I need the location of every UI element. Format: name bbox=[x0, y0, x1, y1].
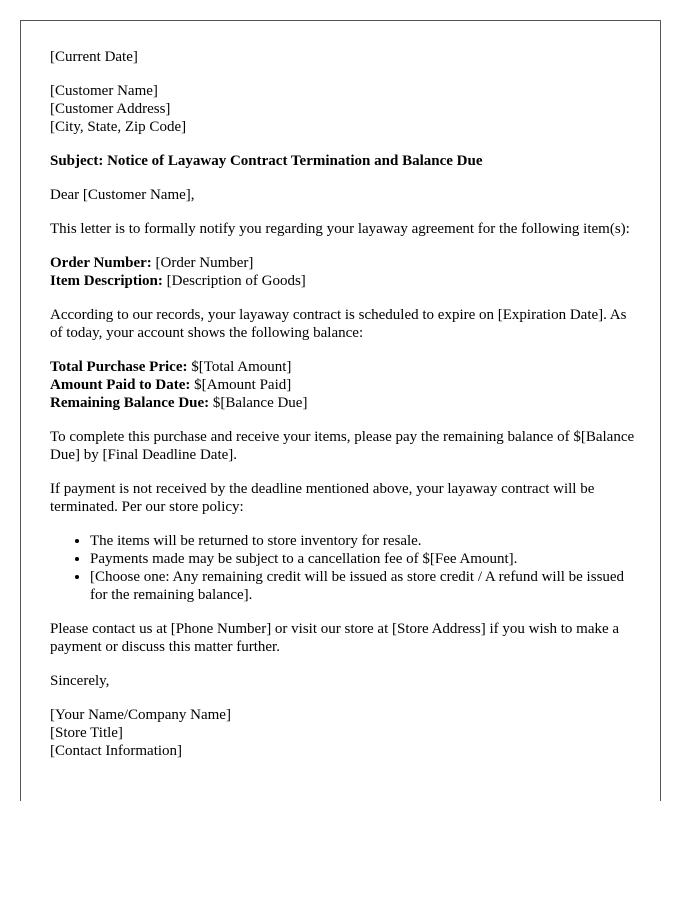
closing: Sincerely, bbox=[50, 673, 110, 689]
signature-title: [Store Title] bbox=[50, 725, 123, 741]
subject-line: Subject: Notice of Layaway Contract Termination and Balance Due bbox=[50, 153, 483, 169]
amount-paid-label: Amount Paid to Date: bbox=[50, 377, 191, 393]
letter-page bbox=[20, 20, 661, 801]
total-price-value: $[Total Amount] bbox=[187, 359, 292, 375]
recipient-block bbox=[50, 82, 638, 136]
customer-address: [Customer Address] bbox=[50, 101, 171, 117]
list-item: • [Choose one: Any remaining credit will be issued as store credit / A refund will be issued for the remaining balance]. bbox=[90, 568, 638, 604]
policy-list bbox=[50, 532, 638, 604]
warning-paragraph: If payment is not received by the deadline mentioned above, your layaway contract will be terminated. Per our store policy: bbox=[50, 481, 595, 515]
order-number-label: Order Number: bbox=[50, 255, 152, 271]
order-number-value: [Order Number] bbox=[151, 255, 254, 271]
order-details bbox=[50, 254, 638, 290]
date-line: [Current Date] bbox=[50, 49, 138, 65]
list-item: • The items will be returned to store inventory for resale. bbox=[90, 532, 638, 550]
signature-contact: [Contact Information] bbox=[50, 743, 183, 759]
item-description-label: Item Description: bbox=[50, 273, 163, 289]
salutation: Dear [Customer Name], bbox=[50, 187, 195, 203]
complete-paragraph: To complete this purchase and receive your items, please pay the remaining balance of $[Balance Due] by [Final Deadline Date]. bbox=[50, 429, 635, 463]
total-price-label: Total Purchase Price: bbox=[50, 359, 188, 375]
list-item: • Payments made may be subject to a cancellation fee of $[Fee Amount]. bbox=[90, 550, 638, 568]
records-paragraph: According to our records, your layaway contract is scheduled to expire on [Expiration Date]. As of today, your account shows the following balance: bbox=[50, 307, 627, 341]
intro-paragraph: This letter is to formally notify you regarding your layaway agreement for the following item(s): bbox=[50, 221, 630, 237]
letter-body bbox=[50, 48, 638, 776]
balance-details bbox=[50, 358, 638, 412]
balance-due-value: $[Balance Due] bbox=[209, 395, 308, 411]
amount-paid-value: $[Amount Paid] bbox=[190, 377, 292, 393]
signature-block bbox=[50, 706, 638, 760]
contact-paragraph: Please contact us at [Phone Number] or visit our store at [Store Address] if you wish to make a payment or discuss this matter further. bbox=[50, 621, 620, 655]
item-description-value: [Description of Goods] bbox=[162, 273, 306, 289]
balance-due-label: Remaining Balance Due: bbox=[50, 395, 210, 411]
customer-name: [Customer Name] bbox=[50, 83, 158, 99]
signature-name: [Your Name/Company Name] bbox=[50, 707, 231, 723]
city-state-zip: [City, State, Zip Code] bbox=[50, 119, 187, 135]
